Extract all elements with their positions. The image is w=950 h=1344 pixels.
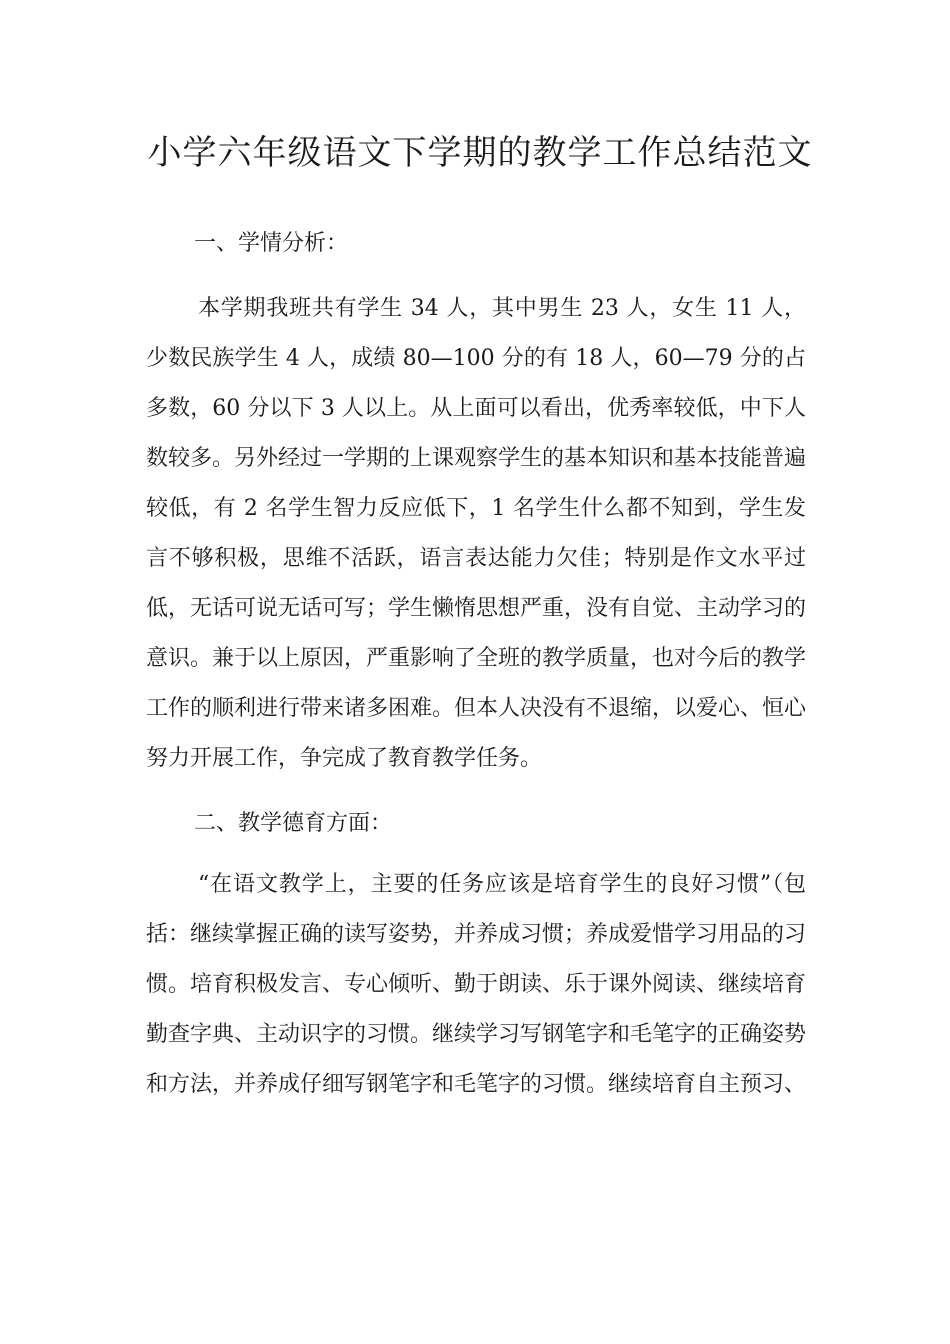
section-paragraph-2: “在语文教学上，主要的任务应该是培育学生的良好习惯”（包括：继续掌握正确的读写姿势，并养成习惯；养成爱惜学习用品的习惯。培育积极发言、专心倾听、勤于朗读、乐于课外阅读、继续培育勤查字典、主动识字的习惯。继续学习写钢笔字和毛笔字的正确姿势和方法，并养成仔细写钢笔字和毛笔字的习惯。继续培育自主预习、 — [146, 872, 807, 1097]
section-heading-2: 二、教学德育方面： — [194, 811, 393, 836]
section-heading-1: 一、学情分析： — [194, 231, 349, 256]
document-title: 小学六年级语文下学期的教学工作总结范文 — [147, 133, 813, 173]
document-body — [146, 226, 806, 1110]
section-paragraph-1: 本学期我班共有学生 34 人，其中男生 23 人，女生 11 人，少数民族学生 4 人，成绩 80—100 分的有 18 人，60—79 分的占多数，60 分以下 3 人以上。从上面可以看出，优秀率较低，中下人数较多。另外经过一学期的上课观察学生的基本知识和基本技能普遍较低，有 2 名学生智力反应低下，1 名学生什么都不知到，学生发言不够积极，思维不活跃，语言表达能力欠佳；特别是作文水平过低，无话可说无话可写；学生懒惰思想严重，没有自觉、主动学习的意识。兼于以上原因，严重影响了全班的教学质量，也对今后的教学工作的顺利进行带来诸多困难。但本人决没有不退缩，以爱心、恒心努力开展工作，争完成了教育教学任务。 — [146, 296, 807, 771]
